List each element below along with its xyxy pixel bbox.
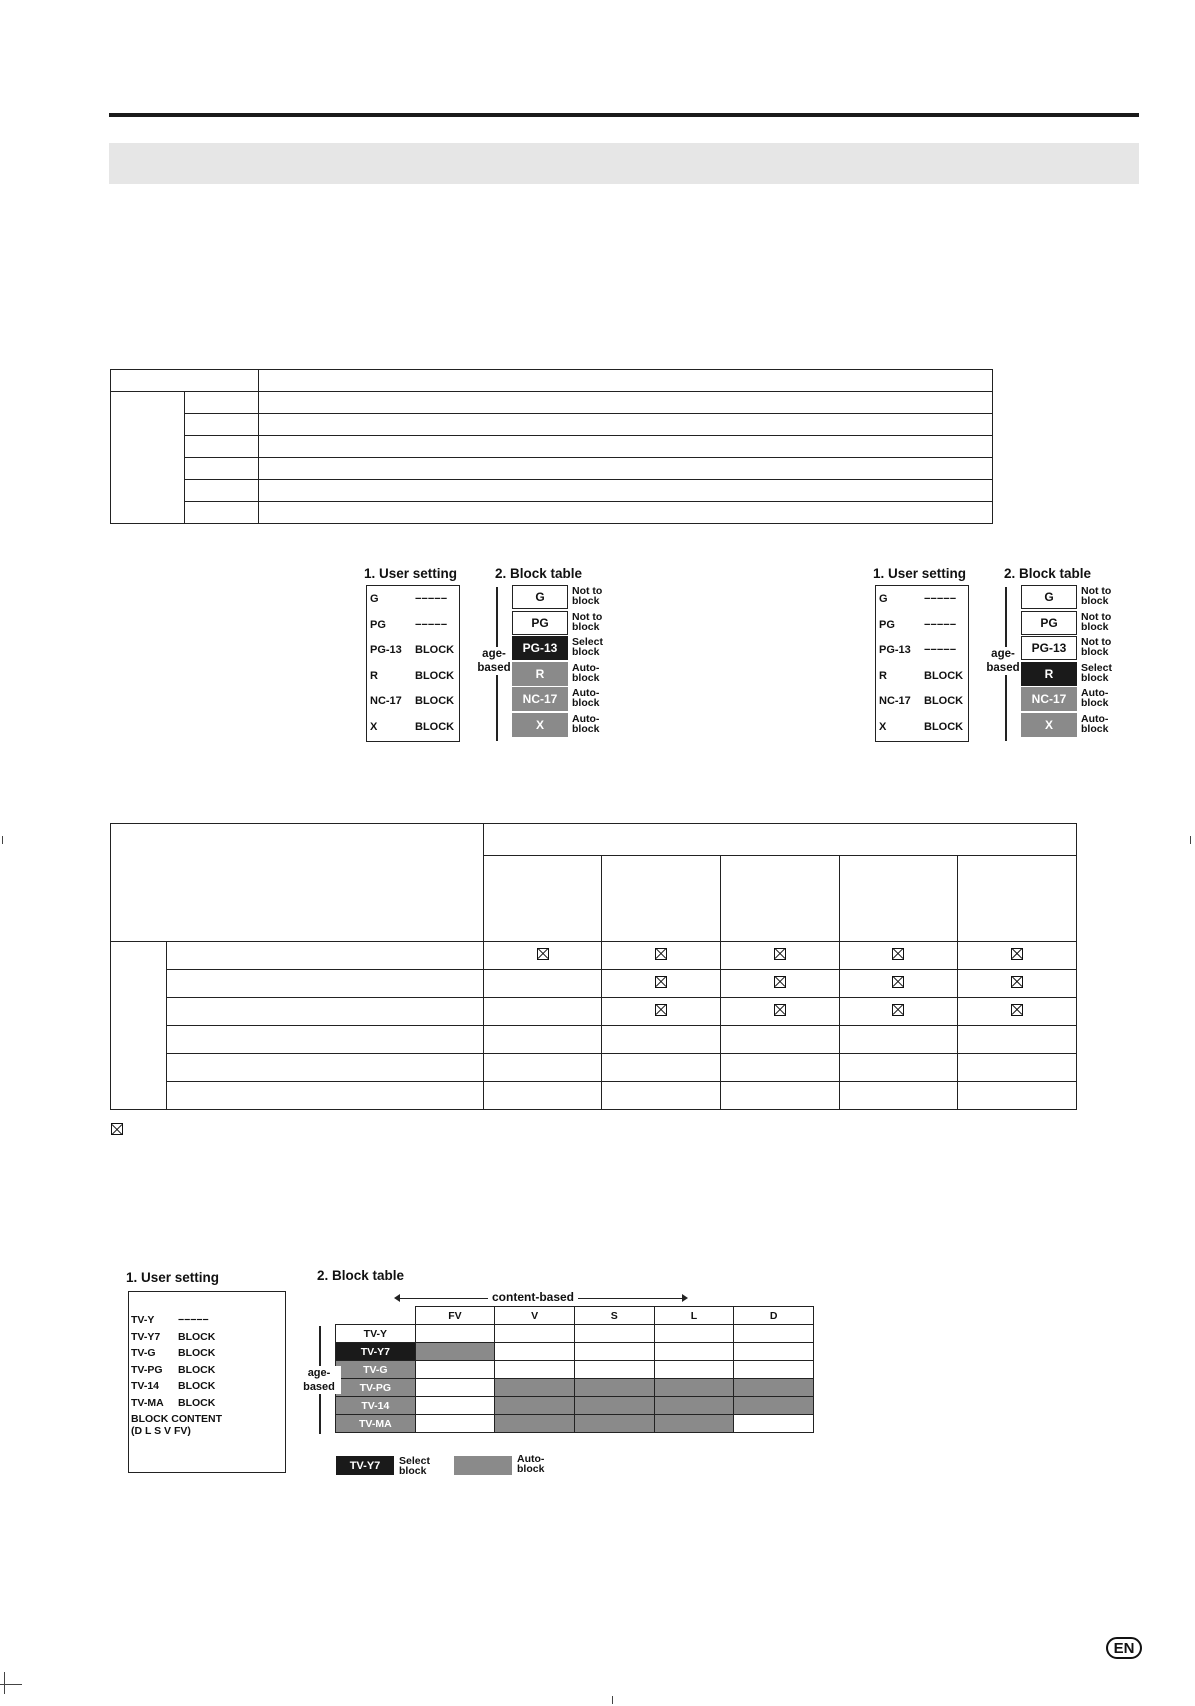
block-cell: X: [512, 713, 568, 737]
block-note-line: block: [572, 646, 600, 658]
user-setting-rating: G: [879, 593, 888, 605]
user-setting-value: BLOCK: [178, 1396, 216, 1409]
block-note-line: block: [1081, 722, 1109, 735]
block-cell: [734, 1397, 814, 1415]
rating-table: [110, 369, 993, 524]
block-cell: [654, 1379, 734, 1397]
user-setting-rating: PG: [370, 618, 386, 631]
block-note-line: block: [572, 697, 600, 709]
block-note-line: block: [1081, 595, 1109, 607]
corner-cell: [336, 1307, 416, 1325]
user-setting-title: 1. User setting: [364, 566, 458, 581]
age-based-label: [981, 647, 1025, 675]
check-cell: [483, 1082, 602, 1110]
age-based-label: [472, 647, 516, 675]
block-table-title: 2. Block table: [495, 566, 583, 581]
block-note-line: block: [1081, 671, 1109, 684]
header-rule: [109, 113, 1139, 117]
block-cell: [495, 1361, 575, 1379]
check-cell: [721, 1026, 840, 1054]
row-header: TV-Y: [336, 1325, 416, 1343]
user-setting-value: BLOCK: [924, 695, 964, 707]
check-cell: [839, 1026, 958, 1054]
user-setting-title: 1. User setting: [126, 1270, 220, 1285]
block-content-label: BLOCK CONTENT: [131, 1413, 222, 1425]
row-header: TV-Y7: [336, 1343, 416, 1361]
block-cell: [734, 1325, 814, 1343]
row-group-cell: [111, 942, 167, 1110]
block-cell: [495, 1325, 575, 1343]
block-content-label: (D L S V FV): [131, 1425, 191, 1437]
user-setting-value: BLOCK: [415, 669, 455, 682]
user-setting-box: [366, 585, 460, 742]
content-based-label: content-based: [488, 1290, 578, 1304]
block-table-head: [336, 1307, 814, 1325]
block-cell: G: [1021, 585, 1077, 609]
check-cell: [839, 1054, 958, 1082]
user-setting-value: BLOCK: [178, 1380, 216, 1392]
table-row: [336, 1415, 814, 1433]
check-cell: [721, 942, 840, 970]
check-cell: [839, 1082, 958, 1110]
column-header: L: [654, 1307, 734, 1325]
user-setting-value: BLOCK: [178, 1363, 216, 1376]
check-cell: [839, 998, 958, 1026]
checkbox-x-icon: [892, 1004, 904, 1016]
block-cell: [415, 1397, 495, 1415]
block-cell: [654, 1325, 734, 1343]
block-note-line: Not to: [1081, 636, 1112, 648]
user-setting-rating: NC-17: [879, 695, 911, 707]
block-cell: [574, 1397, 654, 1415]
checkbox-x-icon: [892, 948, 904, 960]
block-table-title: 2. Block table: [317, 1268, 405, 1283]
block-note-line: Not to: [1081, 610, 1112, 623]
check-cell: [602, 1082, 721, 1110]
table-row: [336, 1307, 814, 1325]
block-note-line: Auto-: [1081, 687, 1109, 699]
check-cell: [602, 1026, 721, 1054]
table-row: [111, 1026, 1077, 1054]
block-cell: PG: [512, 611, 568, 635]
check-cell: [602, 998, 721, 1026]
check-cell: [958, 1026, 1077, 1054]
checkbox-x-icon: [1011, 976, 1023, 988]
check-cell: [602, 942, 721, 970]
table-row: [111, 502, 993, 524]
block-note-line: Not to: [572, 610, 603, 623]
column-header: S: [574, 1307, 654, 1325]
user-setting-rating: PG-13: [879, 644, 911, 656]
user-setting-value: −−−−−: [924, 618, 957, 631]
user-setting-rating: TV-G: [131, 1347, 156, 1359]
table-row: [111, 370, 993, 392]
check-cell: [602, 970, 721, 998]
block-table-title: 2. Block table: [1004, 566, 1092, 581]
block-cell: [654, 1397, 734, 1415]
user-setting-rating: R: [879, 669, 887, 682]
block-note: [572, 663, 599, 683]
row-label-cell: [166, 998, 483, 1026]
block-note-line: Auto-: [572, 661, 600, 674]
table-row: [111, 392, 993, 414]
user-setting-rating: G: [370, 593, 379, 605]
age-label-line: based: [477, 662, 511, 674]
row-label-cell: [166, 1026, 483, 1054]
age-label-line: age-: [307, 1367, 331, 1379]
checkbox-x-icon: [655, 1004, 667, 1016]
age-label-line: based: [986, 662, 1020, 674]
block-cell: NC-17: [1021, 687, 1077, 711]
checkbox-x-icon: [537, 948, 549, 960]
block-cell: [654, 1415, 734, 1433]
block-figure-c: [126, 1268, 778, 1490]
legend-auto-swatch: [454, 1456, 512, 1475]
block-table-body: [336, 1325, 814, 1433]
block-cell: [574, 1325, 654, 1343]
user-setting-value: BLOCK: [924, 669, 964, 682]
block-note: [572, 586, 602, 606]
age-label-line: age-: [991, 648, 1015, 660]
block-note: [572, 637, 603, 657]
checkbox-x-icon: [892, 976, 904, 988]
legend-select-swatch: TV-Y7: [336, 1456, 394, 1475]
block-note: [1081, 714, 1108, 734]
column-header: D: [734, 1307, 814, 1325]
block-note-line: block: [1081, 646, 1109, 658]
block-note-line: block: [1081, 620, 1109, 633]
check-cell: [958, 998, 1077, 1026]
crop-mark: [612, 1696, 613, 1704]
table-row: [111, 1082, 1077, 1110]
user-setting-title: 1. User setting: [873, 566, 967, 581]
user-setting-rating: R: [370, 669, 378, 682]
block-cell: [495, 1379, 575, 1397]
block-cell: [415, 1379, 495, 1397]
block-note: [1081, 612, 1111, 632]
table-row: [336, 1343, 814, 1361]
check-cell: [958, 1054, 1077, 1082]
legend-select-note: [399, 1456, 430, 1476]
block-cell: R: [1021, 662, 1077, 686]
check-cell: [958, 942, 1077, 970]
table-row: [111, 998, 1077, 1026]
block-table: [335, 1306, 814, 1433]
crop-mark: [2, 836, 3, 844]
language-badge: EN: [1106, 1637, 1142, 1659]
block-cell: [574, 1415, 654, 1433]
check-cell: [839, 942, 958, 970]
check-cell: [483, 942, 602, 970]
block-note-line: block: [572, 595, 600, 607]
checkbox-x-icon: [1011, 948, 1023, 960]
check-cell: [958, 1082, 1077, 1110]
block-cell: R: [512, 662, 568, 686]
checkbox-x-icon: [774, 1004, 786, 1016]
block-figure-a: [364, 566, 624, 746]
block-note: [1081, 637, 1111, 657]
age-based-label: [297, 1366, 341, 1394]
block-cell: [574, 1343, 654, 1361]
check-cell: [483, 998, 602, 1026]
user-setting-rating: TV-Y7: [131, 1330, 161, 1343]
legend-note-line: block: [517, 1463, 545, 1475]
block-cell: [734, 1415, 814, 1433]
user-setting-value: BLOCK: [924, 720, 964, 733]
block-note-line: Select: [1081, 661, 1112, 674]
column-header: FV: [415, 1307, 495, 1325]
user-setting-value: BLOCK: [415, 695, 455, 707]
checkbox-x-icon: [774, 976, 786, 988]
block-cell: [415, 1361, 495, 1379]
block-note: [1081, 688, 1108, 708]
user-setting-value: BLOCK: [178, 1330, 216, 1343]
section-header-band: [109, 143, 1139, 184]
checkbox-x-icon: [655, 976, 667, 988]
user-setting-value: BLOCK: [178, 1347, 216, 1359]
user-setting-rating: TV-Y: [131, 1314, 155, 1326]
block-note-line: block: [572, 722, 600, 735]
block-cell: [574, 1361, 654, 1379]
column-header: V: [495, 1307, 575, 1325]
block-note-line: Auto-: [1081, 712, 1109, 725]
block-figure-b: [873, 566, 1133, 746]
user-setting-rating: PG: [879, 618, 895, 631]
user-setting-value: −−−−−: [178, 1314, 209, 1326]
block-cell: G: [512, 585, 568, 609]
block-note-line: Select: [572, 636, 603, 648]
block-cell: X: [1021, 713, 1077, 737]
block-cell: [415, 1325, 495, 1343]
table-row: [111, 1054, 1077, 1082]
block-cell: [734, 1343, 814, 1361]
age-label-line: age-: [482, 648, 506, 660]
row-label-cell: [166, 942, 483, 970]
crop-mark: [4, 1672, 5, 1694]
user-setting-value: −−−−−: [924, 593, 957, 605]
user-setting-rating: TV-PG: [131, 1363, 163, 1376]
block-cell: [734, 1361, 814, 1379]
check-cell: [483, 1054, 602, 1082]
user-setting-rating: PG-13: [370, 644, 402, 656]
user-setting-rating: NC-17: [370, 695, 402, 707]
table-row: [111, 436, 993, 458]
block-note: [572, 714, 599, 734]
content-matrix-table: [110, 823, 1077, 1110]
block-note-line: block: [572, 671, 600, 684]
block-note-line: Auto-: [572, 687, 600, 699]
user-setting-rating: TV-14: [131, 1380, 160, 1392]
block-note: [572, 688, 599, 708]
check-cell: [721, 970, 840, 998]
check-cell: [721, 1054, 840, 1082]
user-setting-rating: X: [370, 720, 378, 733]
user-setting-rating: TV-MA: [131, 1396, 164, 1409]
table-row: [111, 970, 1077, 998]
block-cell: [495, 1343, 575, 1361]
table-row: [111, 480, 993, 502]
table-row: [336, 1361, 814, 1379]
checkbox-x-icon: [655, 948, 667, 960]
legend-note-line: Select: [399, 1455, 430, 1467]
table-row: [336, 1325, 814, 1343]
row-header: TV-MA: [336, 1415, 416, 1433]
block-cell: [415, 1415, 495, 1433]
checkbox-x-icon: [774, 948, 786, 960]
check-cell: [721, 998, 840, 1026]
table-row: [336, 1397, 814, 1415]
block-cell: [495, 1415, 575, 1433]
check-cell: [958, 970, 1077, 998]
block-note-line: block: [1081, 697, 1109, 709]
legend-note-line: Auto-: [517, 1453, 545, 1465]
user-setting-value: −−−−−: [415, 593, 448, 605]
table-row: [111, 414, 993, 436]
user-setting-box: [875, 585, 969, 742]
block-note-line: Auto-: [572, 712, 600, 725]
block-note-line: Not to: [572, 585, 603, 597]
table-row: [111, 824, 1077, 856]
block-note-line: Not to: [1081, 585, 1112, 597]
block-note: [1081, 663, 1112, 683]
table-row: [336, 1379, 814, 1397]
block-note: [1081, 586, 1111, 606]
block-cell: [654, 1361, 734, 1379]
block-note: [572, 612, 602, 632]
check-cell: [602, 1054, 721, 1082]
check-cell: [721, 1082, 840, 1110]
crop-mark: [1190, 836, 1191, 844]
block-cell: NC-17: [512, 687, 568, 711]
block-cell: PG-13: [1021, 636, 1077, 660]
check-cell: [483, 970, 602, 998]
block-cell: [415, 1343, 495, 1361]
row-label-cell: [166, 1054, 483, 1082]
user-setting-value: −−−−−: [415, 618, 448, 631]
table-row: [111, 942, 1077, 970]
block-cell: PG: [1021, 611, 1077, 635]
row-header: TV-14: [336, 1397, 416, 1415]
row-header: TV-G: [336, 1361, 416, 1379]
age-label-line: based: [303, 1381, 335, 1393]
check-cell: [483, 1026, 602, 1054]
block-cell: [654, 1343, 734, 1361]
content-arrow-left-icon: [394, 1294, 400, 1302]
row-header: TV-PG: [336, 1379, 416, 1397]
user-setting-value: −−−−−: [924, 644, 957, 656]
user-setting-value: BLOCK: [415, 720, 455, 733]
legend-check-icon: [111, 1123, 123, 1135]
user-setting-rating: X: [879, 720, 887, 733]
user-setting-value: BLOCK: [415, 644, 455, 656]
block-note-line: block: [572, 620, 600, 633]
table-row: [111, 458, 993, 480]
checkbox-x-icon: [1011, 1004, 1023, 1016]
block-cell: PG-13: [512, 636, 568, 660]
legend-note-line: block: [399, 1465, 427, 1477]
block-cell: [574, 1379, 654, 1397]
row-label-cell: [166, 1082, 483, 1110]
check-cell: [839, 970, 958, 998]
content-arrow-right-icon: [682, 1294, 688, 1302]
legend-auto-note: [517, 1454, 544, 1474]
row-label-cell: [166, 970, 483, 998]
block-cell: [734, 1379, 814, 1397]
block-cell: [495, 1397, 575, 1415]
